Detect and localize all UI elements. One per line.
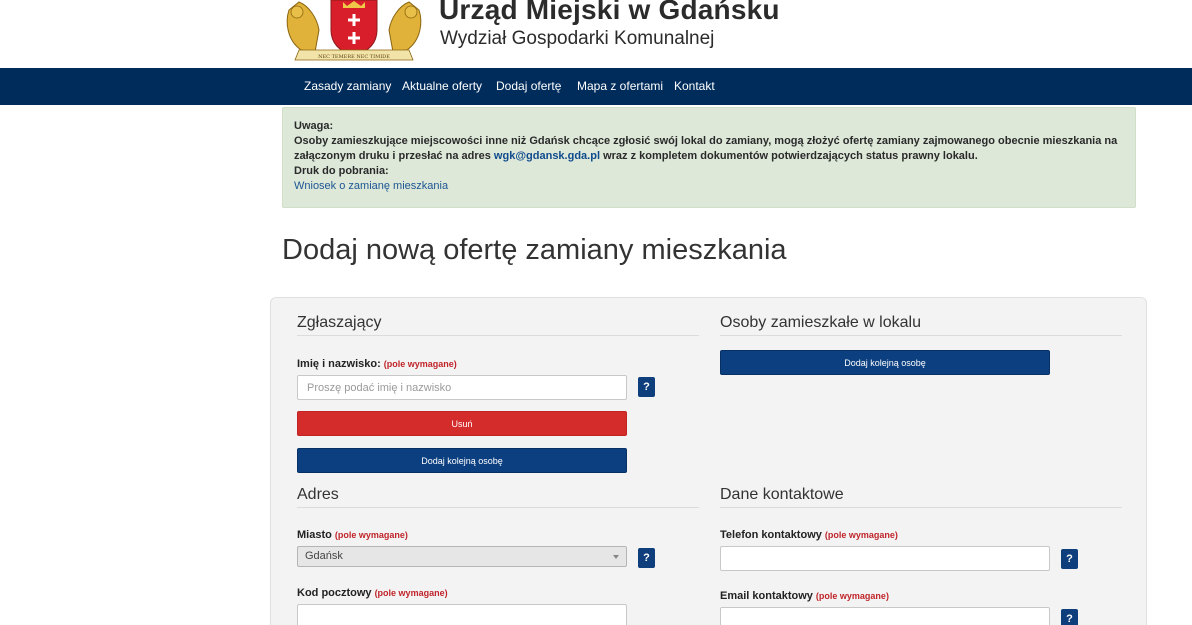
nav-item-zasady-zamiany[interactable]: Zasady zamiany <box>304 79 392 93</box>
main-navbar <box>0 68 1192 105</box>
name-input[interactable] <box>297 375 627 400</box>
email-help-button[interactable]: ? <box>1061 609 1078 625</box>
section-title-address: Adres <box>297 486 339 503</box>
nav-item-kontakt[interactable]: Kontakt <box>674 79 715 93</box>
required-note: (pole wymagane) <box>383 359 457 369</box>
email-label: Email kontaktowy (pole wymagane) <box>720 590 889 602</box>
name-label: Imię i nazwisko: (pole wymagane) <box>297 358 457 370</box>
name-help-button[interactable]: ? <box>638 377 655 397</box>
site-subtitle: Wydział Gospodarki Komunalnej <box>440 28 715 49</box>
page-title: Dodaj nową ofertę zamiany mieszkania <box>282 234 787 266</box>
alert-heading: Uwaga: <box>294 120 334 132</box>
site-title: Urząd Miejski w Gdańsku <box>439 0 780 25</box>
site-header <box>0 0 1192 68</box>
required-note: (pole wymagane) <box>334 530 408 540</box>
nav-item-aktualne-oferty[interactable]: Aktualne oferty <box>402 79 483 93</box>
dropdown-caret-icon <box>613 555 619 559</box>
logo-motto: NEC TEMERE NEC TIMIDE <box>318 54 390 60</box>
alert-email-link[interactable]: wgk@gdansk.gda.pl <box>493 150 600 162</box>
required-note: (pole wymagane) <box>824 530 898 540</box>
phone-help-button[interactable]: ? <box>1061 549 1078 569</box>
section-title-contact: Dane kontaktowe <box>720 486 844 503</box>
city-select[interactable] <box>297 546 627 567</box>
postal-code-input[interactable] <box>297 604 627 625</box>
alert-download-label: Druk do pobrania: <box>294 165 389 177</box>
section-divider <box>297 507 699 508</box>
section-divider <box>297 335 699 336</box>
phone-label: Telefon kontaktowy (pole wymagane) <box>720 529 898 541</box>
info-alert <box>282 107 1136 208</box>
nav-item-mapa-z-ofertami[interactable]: Mapa z ofertami <box>577 79 664 93</box>
gdansk-coat-of-arms-logo[interactable] <box>283 0 425 62</box>
section-title-applicant: Zgłaszający <box>297 314 382 331</box>
download-form-link[interactable]: Wniosek o zamianę mieszkania <box>294 180 449 192</box>
section-divider <box>720 507 1122 508</box>
add-resident-button[interactable]: Dodaj kolejną osobę <box>720 350 1050 375</box>
email-input[interactable] <box>720 607 1050 625</box>
section-divider <box>720 335 1122 336</box>
required-note: (pole wymagane) <box>815 591 889 601</box>
alert-text-after: wraz z kompletem dokumentów potwierdzających status prawny lokalu. <box>603 150 978 162</box>
add-applicant-person-button[interactable]: Dodaj kolejną osobę <box>297 448 627 473</box>
section-title-residents: Osoby zamieszkałe w lokalu <box>720 314 921 331</box>
postal-code-label: Kod pocztowy (pole wymagane) <box>297 587 448 599</box>
remove-person-button[interactable]: Usuń <box>297 411 627 436</box>
city-help-button[interactable]: ? <box>638 548 655 568</box>
required-note: (pole wymagane) <box>374 588 448 598</box>
alert-text: Osoby zamieszkujące miejscowości inne niż Gdańsk chcące zgłosić swój lokal do zamiany, mogą złożyć ofertę zamiany zajmowanego obecnie mieszkania na załączonym druku i przesłać na adres <box>294 135 1118 162</box>
city-select-value: Gdańsk <box>305 550 343 562</box>
phone-input[interactable] <box>720 546 1050 571</box>
offer-form-panel <box>270 297 1147 625</box>
nav-item-dodaj-oferte[interactable]: Dodaj ofertę <box>496 79 562 93</box>
city-label: Miasto (pole wymagane) <box>297 529 408 541</box>
